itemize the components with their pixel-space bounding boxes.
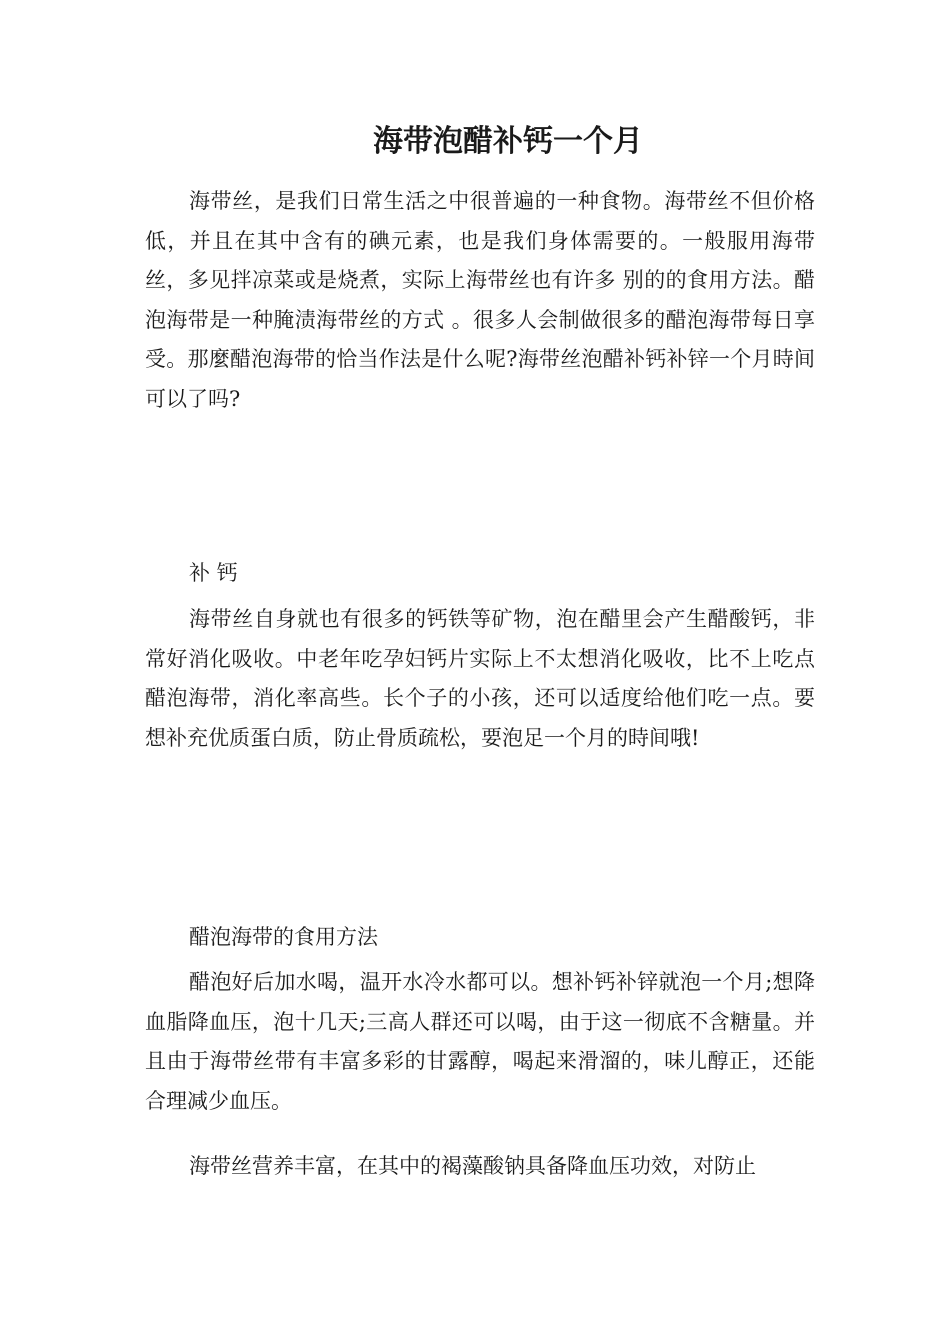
calcium-paragraph: 海带丝自身就也有很多的钙铁等矿物，泡在醋里会产生醋酸钙，非常好消化吸收。中老年吃孕妇钙片实际上不太想消化吸收，比不上吃点醋泡海带，消化率高些。长个子的小孩，还可以适度给他们吃一点。要想补充优质蛋白质，防止骨质疏松，要泡足一个月的時间哦! (145, 607, 815, 750)
section-heading-calcium: 补 钙 (189, 561, 238, 585)
section-heading-usage: 醋泡海带的食用方法 (189, 925, 378, 949)
usage-paragraph: 醋泡好后加水喝，温开水冷水都可以。想补钙补锌就泡一个月;想降血脂降血压，泡十几天;三高人群还可以喝，由于这一彻底不含糖量。并且由于海带丝带有丰富多彩的甘露醇，喝起来滑溜的，味儿醇正，还能合理减少血压。 (145, 970, 815, 1113)
intro-paragraph: 海带丝，是我们日常生活之中很普遍的一种食物。海带丝不但价格低，并且在其中含有的碘元素，也是我们身体需要的。一般服用海带丝，多见拌凉菜或是烧煮，实际上海带丝也有许多 别的的食用方法。醋泡海带是一种腌渍海带丝的方式 。很多人会制做很多的醋泡海带每日享受。那麼醋泡海带的恰当作法是什么呢?海带丝泡醋补钙补锌一个月時间可以了吗? (145, 189, 815, 411)
nutrition-paragraph: 海带丝营养丰富，在其中的褐藻酸钠具备降血压功效，对防止 (189, 1154, 756, 1178)
document-title: 海带泡醋补钙一个月 (373, 124, 643, 159)
